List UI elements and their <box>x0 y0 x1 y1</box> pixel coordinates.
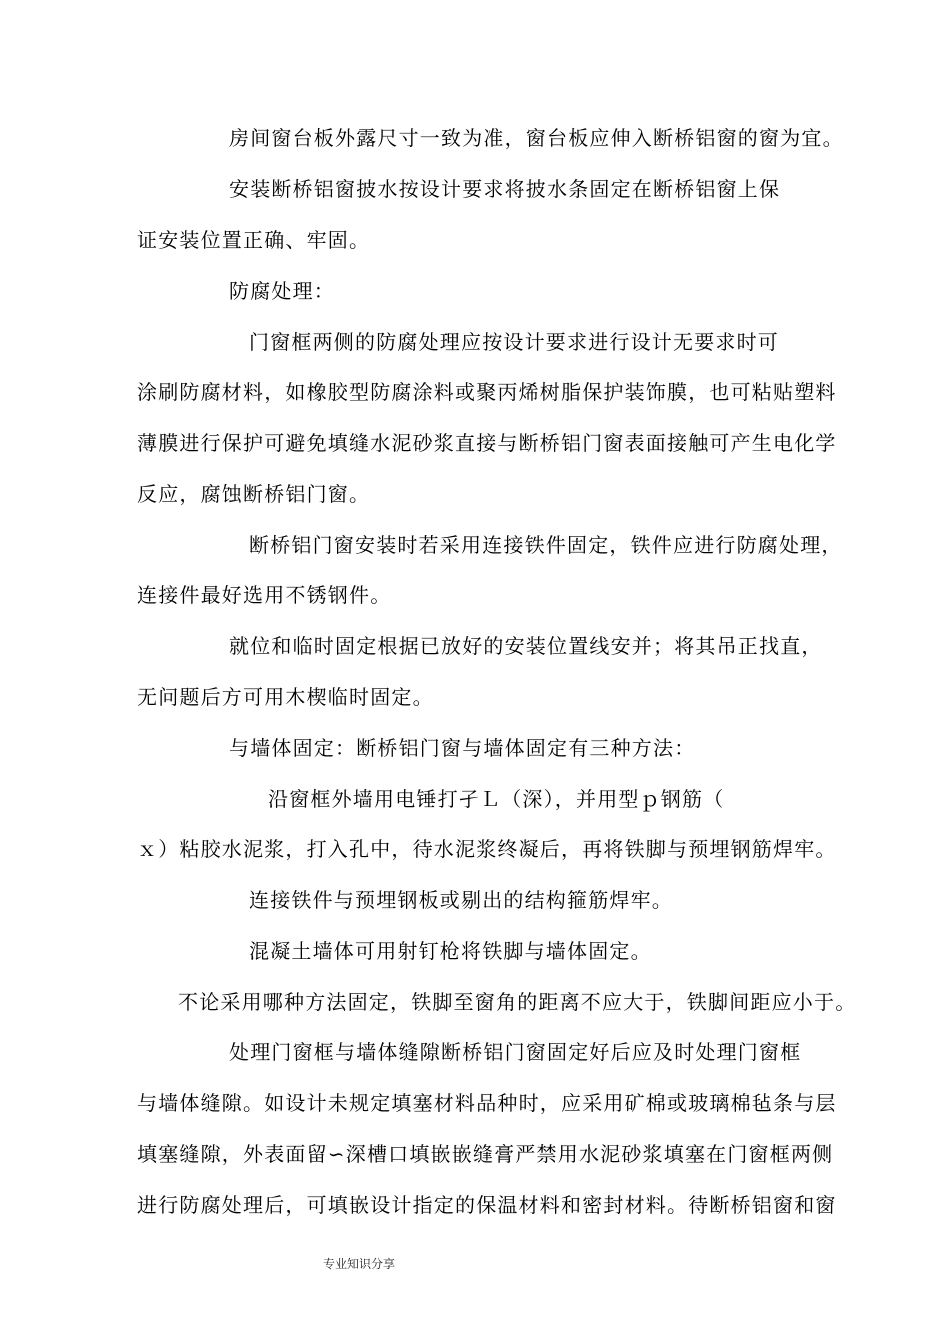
text-line: 混凝土墙体可用射钉枪将铁脚与墙体固定。 <box>249 939 652 963</box>
text-line: 连接铁件与预埋钢板或剔出的结构箍筋焊牢。 <box>249 888 673 912</box>
text-line: 不论采用哪种方法固定，铁脚至窗角的距离不应大于，铁脚间距应小于。 <box>178 990 857 1014</box>
text-line: 进行防腐处理后，可填嵌设计指定的保温材料和密封材料。待断桥铝窗和窗 <box>137 1193 837 1217</box>
section-heading: 防腐处理： <box>229 279 335 303</box>
text-line: 填塞缝隙，外表面留∽深槽口填嵌嵌缝膏严禁用水泥砂浆填塞在门窗框两侧 <box>137 1142 834 1166</box>
text-line: 处理门窗框与墙体缝隙断桥铝门窗固定好后应及时处理门窗框 <box>229 1040 802 1064</box>
text-line: 反应，腐蚀断桥铝门窗。 <box>137 482 371 506</box>
text-line: 涂刷防腐材料，如橡胶型防腐涂料或聚丙烯树脂保护装饰膜，也可粘贴塑料 <box>137 380 837 404</box>
text-line: 沿窗框外墙用电锤打孑Ｌ（深），并用型ｐ钢筋（ <box>268 787 725 811</box>
text-line: 门窗框两侧的防腐处理应按设计要求进行设计无要求时可 <box>249 330 779 354</box>
page-footer: 专业知识分享 <box>323 1257 396 1271</box>
text-line: 与墙体固定：断桥铝门窗与墙体固定有三种方法： <box>229 736 696 760</box>
text-line: 房间窗台板外露尺寸一致为准，窗台板应伸入断桥铝窗的窗为宜。 <box>229 126 844 150</box>
text-line: 薄膜进行保护可避免填缝水泥砂浆直接与断桥铝门窗表面接触可产生电化学 <box>137 431 837 455</box>
text-line: ｘ）粘胶水泥浆，打入孔中，待水泥浆终凝后，再将铁脚与预埋钢筋焊牢。 <box>137 837 837 861</box>
text-line: 就位和临时固定根据已放好的安装位置线安并；将其吊正找直， <box>229 634 823 658</box>
text-line: 安装断桥铝窗披水按设计要求将披水条固定在断桥铝窗上保 <box>229 177 781 201</box>
text-line: 连接件最好选用不锈钢件。 <box>137 583 392 607</box>
text-line: 无问题后方可用木楔临时固定。 <box>137 685 434 709</box>
text-line: 证安装位置正确、牢固。 <box>137 228 371 252</box>
text-line: 与墙体缝隙。如设计未规定填塞材料品种时，应采用矿棉或玻璃棉毡条与层 <box>137 1091 837 1115</box>
text-line: 断桥铝门窗安装时若采用连接铁件固定，铁件应进行防腐处理， <box>249 533 843 557</box>
